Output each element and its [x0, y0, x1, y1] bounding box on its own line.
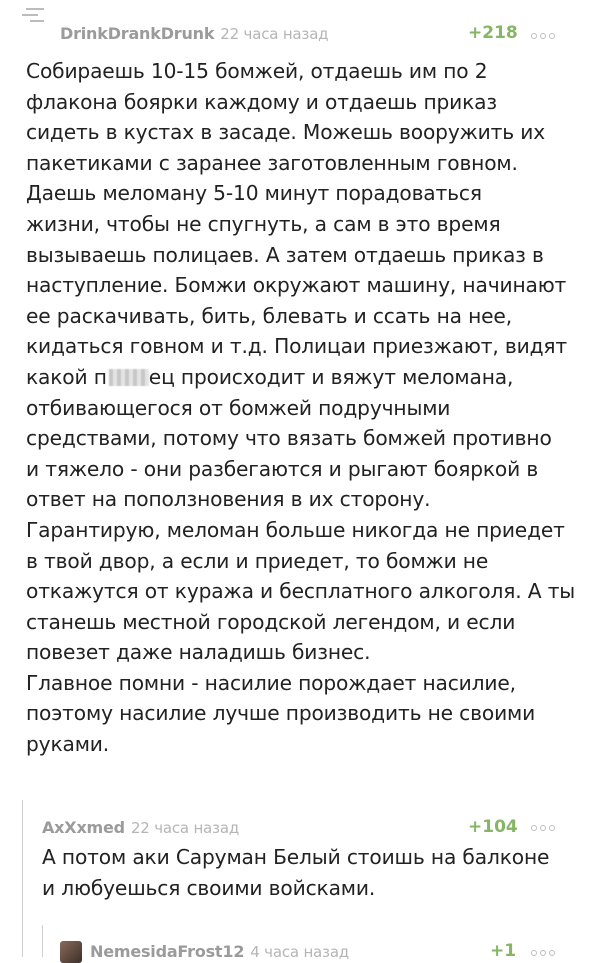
comment-author-header: [90, 942, 349, 961]
comment-rating: +104: [468, 817, 518, 837]
comment-rating: +1: [490, 941, 517, 961]
comment-time: 22 часа назад: [220, 25, 329, 43]
comment-2: [0, 800, 600, 910]
censored-word: [109, 369, 149, 386]
comment-time: 4 часа назад: [250, 943, 349, 961]
more-options-icon[interactable]: [531, 825, 555, 831]
comment-text: [26, 56, 598, 760]
more-options-icon[interactable]: [531, 950, 555, 956]
comment-author[interactable]: AxXxmed: [42, 818, 125, 837]
comment-text-part1: Собираешь 10-15 бомжей, отдаешь им по 2 флакона боярки каждому и отдаешь приказ сидеть в кустах в засаде. Можешь вооружить их пакетиками с заранее заготовленным говном. Даешь меломану 5-10 минут порадоваться жизни, чтобы не спугнуть, а сам в это время вызываешь полицаев. А затем отдаешь приказ в наступление. Бомжи окружают машину, начинают ее раскачивать, бить, блевать и ссать на нее, кидаться говном и т.д. Полицаи приезжают, видят какой п: [26, 59, 567, 389]
comment-text-part2: ец происходит и вяжут меломана, отбивающегося от бомжей подручными средствами, потому что вязать бомжей противно и тяжело - они разбегаются и рыгают бояркой в ответ на поползновения в их сторону. Гарантирую, меломан больше никогда не приедет в твой двор, а если и приедет, то бомжи не откажутся от куража и бесплатного алкоголя. А ты станешь местной городской легендом, и если повезет даже наладишь бизнес. Главное помни - насилие порождает насилие, поэтому насилие лучше производить не своими руками.: [26, 364, 576, 757]
comment-rating: +218: [468, 23, 518, 43]
comment-author-header: [42, 818, 239, 837]
comment-time: 22 часа назад: [130, 819, 239, 837]
comment-author[interactable]: NemesidaFrost12: [90, 942, 245, 961]
comment-text: А потом аки Саруман Белый стоишь на балконе и любуешься своими войсками.: [42, 845, 550, 900]
comment-author[interactable]: DrinkDrankDrunk: [60, 24, 215, 43]
thread-tree-icon: [22, 6, 48, 28]
avatar[interactable]: [60, 941, 82, 963]
more-options-icon[interactable]: [531, 33, 555, 39]
comment-3: [0, 925, 600, 961]
comment-author-header: [60, 24, 328, 43]
